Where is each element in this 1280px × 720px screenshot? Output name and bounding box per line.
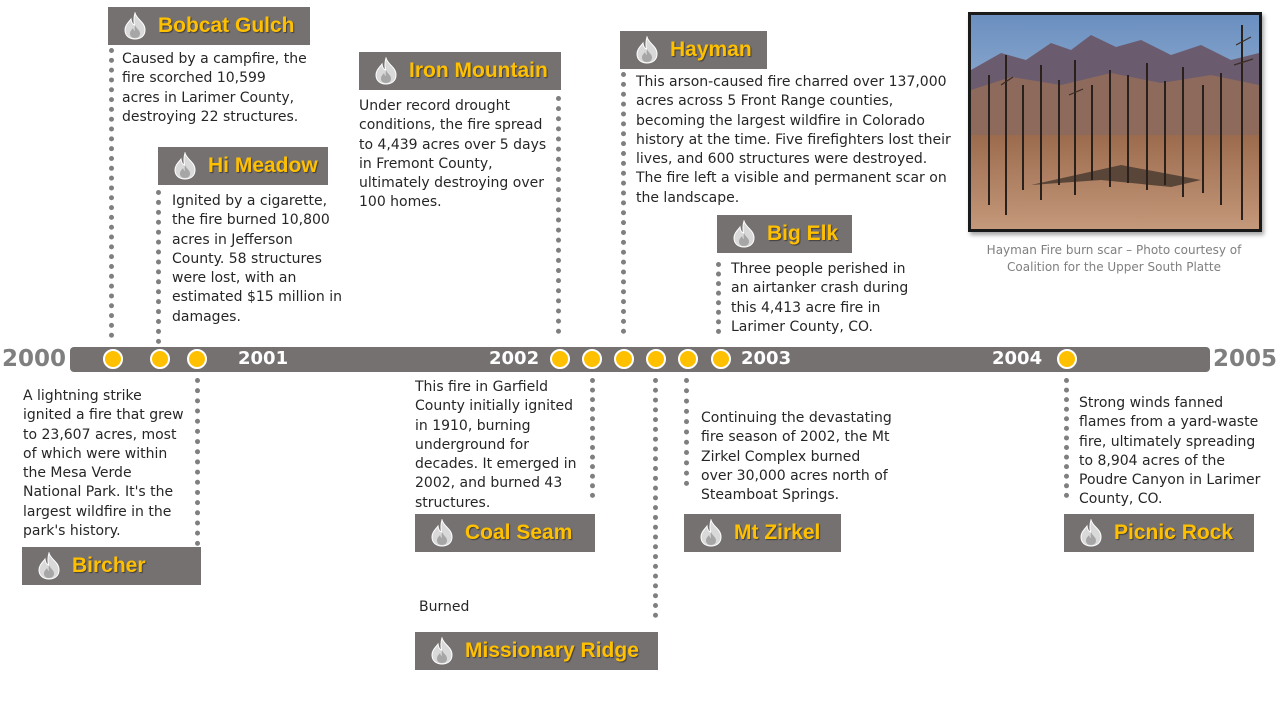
desc-line: Poudre Canyon in Larimer — [1079, 472, 1261, 489]
marker-picnic-rock[interactable] — [1057, 349, 1077, 369]
desc-line: National Park. It's the — [23, 484, 174, 501]
desc-line: the Mesa Verde — [23, 465, 132, 482]
desc-line: 2002, and burned 43 — [415, 475, 563, 492]
event-title-text: Coal Seam — [465, 521, 573, 544]
desc-line: destroying 22 structures. — [122, 108, 299, 125]
event-desc-bircher — [23, 387, 198, 541]
event-title-text: Mt Zirkel — [734, 521, 821, 544]
desc-line: Caused by a campfire, the — [122, 51, 307, 67]
flame-icon — [1078, 519, 1104, 547]
desc-line: Three people perished in — [731, 261, 906, 277]
flame-icon — [373, 57, 399, 85]
desc-line: over 30,000 acres north of — [701, 467, 888, 484]
desc-line: The fire left a visible and permanent scar on — [636, 170, 947, 187]
flame-icon — [698, 519, 724, 547]
event-desc-iron-mountain — [359, 97, 554, 213]
burn-scar-landscape-image — [971, 15, 1259, 229]
desc-line: lives, and 600 structures were destroyed. — [636, 151, 928, 168]
desc-line: ignited a fire that grew — [23, 407, 184, 424]
connector-hayman — [621, 72, 626, 334]
event-title-text: Missionary Ridge — [465, 639, 639, 662]
desc-line: acres in Jefferson — [172, 231, 293, 248]
event-title-missionary-ridge — [415, 632, 658, 670]
year-label-2002: 2002 — [489, 348, 540, 369]
desc-line: to 23,607 acres, most — [23, 426, 177, 443]
event-title-picnic-rock — [1064, 514, 1254, 552]
desc-line: Steamboat Springs. — [701, 487, 840, 504]
event-desc-missionary-ridge — [419, 598, 539, 617]
desc-line: in Fremont County, — [359, 155, 493, 172]
desc-line: ultimately destroying over — [359, 175, 544, 192]
event-title-text: Picnic Rock — [1114, 521, 1234, 544]
event-title-text: Big Elk — [767, 222, 839, 245]
year-label-2003: 2003 — [741, 348, 792, 369]
desc-line: underground for — [415, 436, 529, 453]
desc-line: structures. — [415, 494, 491, 511]
desc-line: This fire in Garfield — [415, 379, 548, 395]
connector-missionary-ridge — [653, 378, 658, 618]
connector-big-elk — [716, 262, 721, 334]
desc-line: Continuing the devastating — [701, 410, 892, 426]
caption-line: Hayman Fire burn scar – Photo courtesy of — [986, 243, 1242, 257]
desc-line: an airtanker crash during — [731, 280, 909, 297]
marker-hayman[interactable] — [614, 349, 634, 369]
event-desc-mt-zirkel — [701, 409, 901, 505]
marker-bircher[interactable] — [187, 349, 207, 369]
marker-missionary-ridge[interactable] — [646, 349, 666, 369]
desc-line: in 1910, burning — [415, 417, 531, 434]
connector-bobcat-gulch — [109, 48, 114, 338]
desc-line: Ignited by a cigarette, — [172, 193, 328, 209]
flame-icon — [122, 12, 148, 40]
marker-mt-zirkel[interactable] — [678, 349, 698, 369]
connector-coal-seam — [590, 378, 595, 498]
desc-line: the fire burned 10,800 — [172, 212, 330, 229]
event-desc-big-elk — [731, 260, 931, 337]
desc-line: history at the time. Five firefighters lost their — [636, 131, 951, 148]
event-title-hi-meadow — [158, 147, 328, 185]
event-desc-bobcat-gulch — [122, 50, 322, 127]
flame-icon — [634, 36, 660, 64]
desc-line: fire scorched 10,599 — [122, 70, 266, 87]
desc-line: to 8,904 acres of the — [1079, 452, 1226, 469]
desc-line: to 4,439 acres over 5 days — [359, 136, 547, 153]
event-title-iron-mountain — [359, 52, 561, 90]
event-title-text: Iron Mountain — [409, 59, 548, 82]
marker-coal-seam[interactable] — [582, 349, 602, 369]
desc-line: County. 58 structures — [172, 250, 322, 267]
event-title-bircher — [22, 547, 201, 585]
desc-line: County, CO. — [1079, 491, 1163, 508]
event-title-mt-zirkel — [684, 514, 841, 552]
event-desc-hayman — [636, 73, 966, 208]
desc-line: the landscape. — [636, 189, 740, 206]
desc-line: decades. It emerged in — [415, 456, 577, 473]
desc-line: estimated $15 million in — [172, 289, 342, 306]
connector-picnic-rock — [1064, 378, 1069, 498]
desc-line: A lightning strike — [23, 388, 142, 404]
desc-line: largest wildfire in the — [23, 503, 172, 520]
desc-line: acres in Larimer County, — [122, 89, 295, 106]
year-label-2004: 2004 — [992, 348, 1043, 369]
desc-line: becoming the largest wildfire in Colorado — [636, 112, 925, 129]
flame-icon — [172, 152, 198, 180]
desc-line: fire season of 2002, the Mt — [701, 429, 890, 446]
event-title-hayman — [620, 31, 767, 69]
desc-line: acres across 5 Front Range counties, — [636, 93, 894, 110]
marker-big-elk[interactable] — [711, 349, 731, 369]
desc-line: were lost, with an — [172, 270, 297, 287]
event-desc-coal-seam — [415, 378, 590, 513]
year-label-2001: 2001 — [238, 348, 289, 369]
marker-iron-mountain[interactable] — [550, 349, 570, 369]
year-label-start: 2000 — [2, 346, 67, 372]
connector-mt-zirkel — [684, 378, 689, 486]
desc-line: this 4,413 acre fire in — [731, 299, 881, 316]
event-desc-picnic-rock — [1079, 394, 1274, 510]
desc-line: park's history. — [23, 523, 121, 540]
year-label-end: 2005 — [1213, 346, 1278, 372]
event-desc-hi-meadow — [172, 192, 352, 327]
caption-line: Coalition for the Upper South Platte — [1007, 260, 1221, 274]
desc-line: conditions, the fire spread — [359, 117, 543, 134]
flame-icon — [429, 637, 455, 665]
photo-caption — [966, 242, 1262, 276]
desc-line: damages. — [172, 308, 241, 325]
desc-line: Zirkel Complex burned — [701, 448, 861, 465]
desc-line: County initially ignited — [415, 398, 573, 415]
desc-line: Strong winds fanned — [1079, 395, 1224, 411]
connector-hi-meadow — [156, 190, 161, 344]
event-title-coal-seam — [415, 514, 595, 552]
event-title-bobcat-gulch — [108, 7, 310, 45]
desc-line: 100 homes. — [359, 194, 442, 211]
desc-line: Larimer County, CO. — [731, 318, 873, 335]
event-title-text: Bobcat Gulch — [158, 14, 295, 37]
flame-icon — [429, 519, 455, 547]
marker-bobcat-gulch[interactable] — [103, 349, 123, 369]
desc-line: flames from a yard-waste — [1079, 414, 1259, 431]
event-title-text: Hayman — [670, 38, 752, 61]
desc-line: Under record drought — [359, 98, 511, 114]
event-title-text: Hi Meadow — [208, 154, 318, 177]
desc-line: This arson-caused fire charred over 137,000 — [636, 74, 947, 90]
desc-line: Burned — [419, 599, 470, 615]
flame-icon — [731, 220, 757, 248]
desc-line: of which were within — [23, 445, 168, 462]
connector-iron-mountain — [556, 96, 561, 334]
event-title-big-elk — [717, 215, 852, 253]
desc-line: fire, ultimately spreading — [1079, 433, 1256, 450]
hayman-burn-scar-photo — [968, 12, 1262, 232]
event-title-text: Bircher — [72, 554, 146, 577]
flame-icon — [36, 552, 62, 580]
marker-hi-meadow[interactable] — [150, 349, 170, 369]
